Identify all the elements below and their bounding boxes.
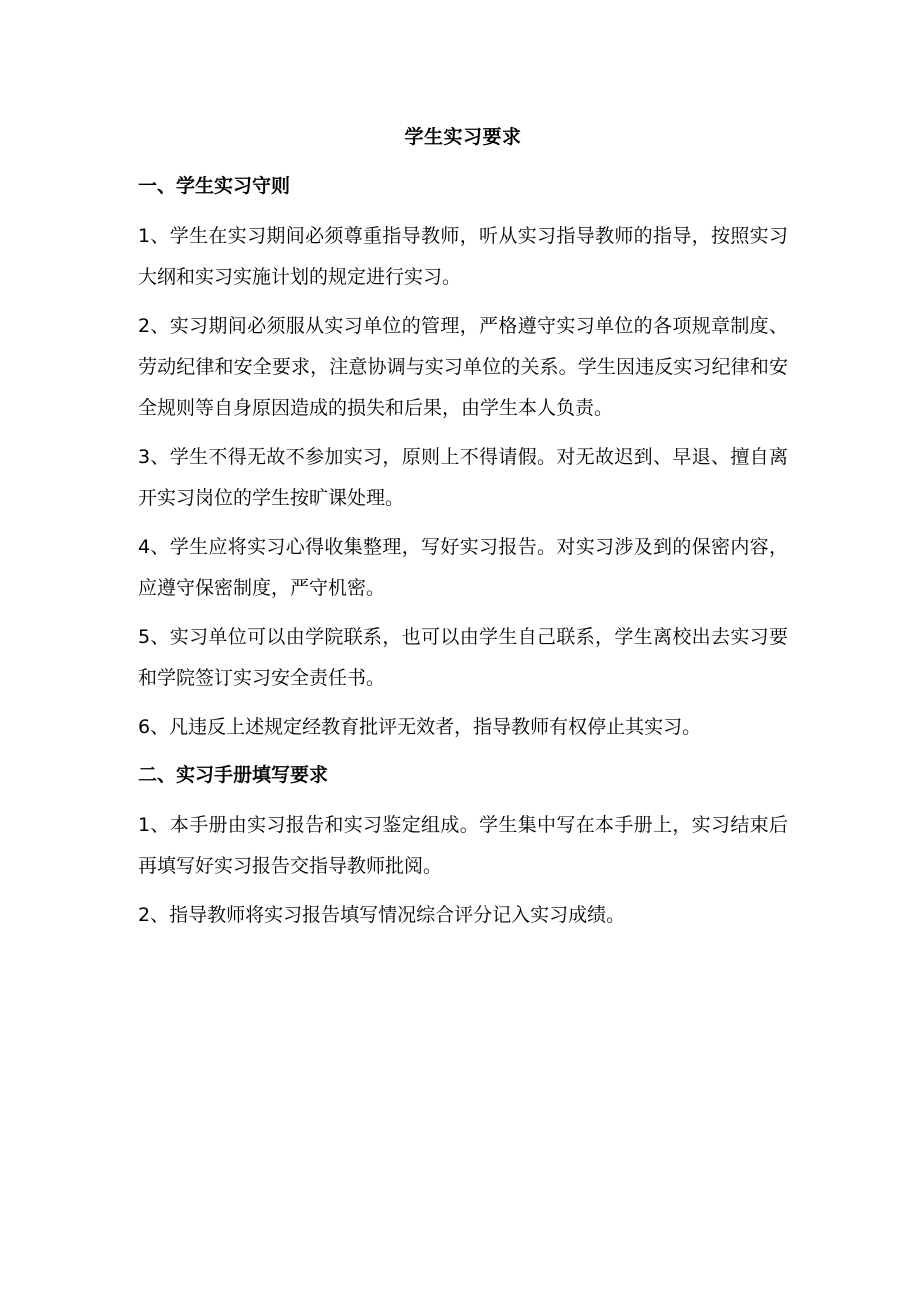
- rule-item-4: 4、学生应将实习心得收集整理，写好实习报告。对实习涉及到的保密内容，应遵守保密制度，严守机密。: [138, 536, 788, 599]
- section-heading-handbook: 二、实习手册填写要求: [138, 764, 329, 786]
- handbook-item-2: 2、指导教师将实习报告填写情况综合评分记入实习成绩。: [138, 904, 626, 926]
- handbook-item-1: 1、本手册由实习报告和实习鉴定组成。学生集中写在本手册上，实习结束后再填写好实习报告交指导教师批阅。: [138, 814, 788, 877]
- rule-item-5: 5、实习单位可以由学院联系，也可以由学生自己联系，学生离校出去实习要和学院签订实习安全责任书。: [138, 626, 788, 689]
- rule-item-2: 2、实习期间必须服从实习单位的管理，严格遵守实习单位的各项规章制度、劳动纪律和安全要求，注意协调与实习单位的关系。学生因违反实习纪律和安全规则等自身原因造成的损失和后果，由学生本人负责。: [138, 315, 788, 419]
- document-content: [138, 118, 788, 944]
- rule-item-1: 1、学生在实习期间必须尊重指导教师，听从实习指导教师的指导，按照实习大纲和实习实施计划的规定进行实习。: [138, 225, 788, 288]
- section-heading-rules: 一、学生实习守则: [138, 175, 291, 197]
- document-title: 学生实习要求: [404, 126, 522, 148]
- rule-item-6: 6、凡违反上述规定经教育批评无效者，指导教师有权停止其实习。: [138, 716, 702, 738]
- rule-item-3: 3、学生不得无故不参加实习，原则上不得请假。对无故迟到、早退、擅自离开实习岗位的学生按旷课处理。: [138, 446, 788, 509]
